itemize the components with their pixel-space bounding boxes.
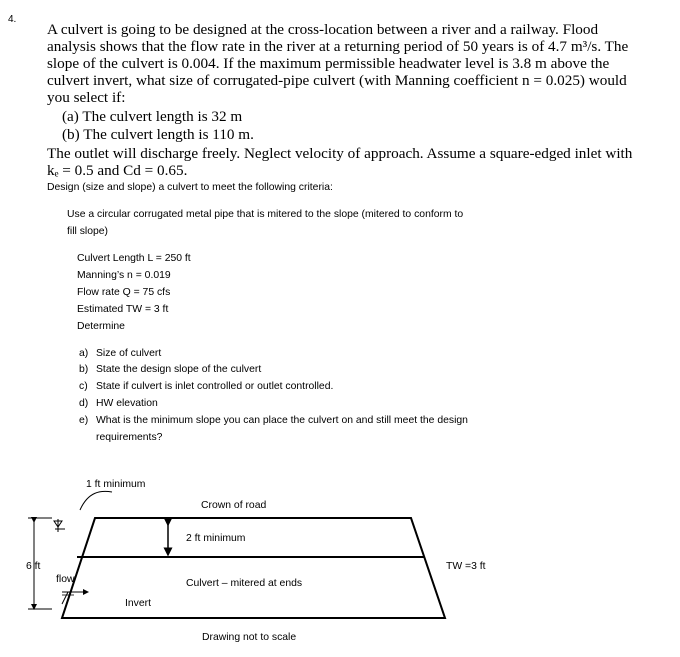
task-text-d: HW elevation xyxy=(96,398,158,409)
label-not-to-scale: Drawing not to scale xyxy=(202,632,297,643)
problem-line-1: A culvert is going to be designed at the cross-location between a river and a railway. Flood xyxy=(47,21,599,38)
problem-line-3: slope of the culvert is 0.004. If the maximum permissible headwater level is 3.8 m above the xyxy=(47,55,610,72)
task-letter-a: a) xyxy=(79,348,89,359)
embankment-outline xyxy=(62,518,445,618)
task-text-a: Size of culvert xyxy=(96,348,162,359)
param-determine: Determine xyxy=(77,321,125,332)
problem-line-2: analysis shows that the flow rate in the river at a returning period of 50 years is of 4.7 m³/s. The xyxy=(47,38,629,55)
label-six-ft: 6 ft xyxy=(26,561,41,572)
param-length: Culvert Length L = 250 ft xyxy=(77,253,191,264)
task-text-b: State the design slope of the culvert xyxy=(96,364,262,375)
headwater-symbol-icon xyxy=(54,519,65,532)
label-two-ft-minimum: 2 ft minimum xyxy=(186,533,246,544)
param-tw: Estimated TW = 3 ft xyxy=(77,304,169,315)
design-heading: Design (size and slope) a culvert to meet the following criteria: xyxy=(47,182,333,193)
task-letter-c: c) xyxy=(79,381,88,392)
problem-line-5: you select if: xyxy=(47,89,126,106)
problem-line-4: culvert invert, what size of corrugated-pipe culvert (with Manning coefficient n = 0.025) would xyxy=(47,72,627,89)
label-culvert-mitered: Culvert – mitered at ends xyxy=(186,578,303,589)
problem-coefficients: kₑ = 0.5 and Cd = 0.65. xyxy=(47,162,188,179)
design-instruction-1: Use a circular corrugated metal pipe that is mitered to the slope (mitered to conform to xyxy=(67,209,464,220)
task-text-e: What is the minimum slope you can place the culvert on and still meet the design xyxy=(96,415,468,426)
task-text-e-cont: requirements? xyxy=(96,432,163,443)
param-flow: Flow rate Q = 75 cfs xyxy=(77,287,171,298)
task-letter-b: b) xyxy=(79,364,89,375)
problem-closing: The outlet will discharge freely. Neglect velocity of approach. Assume a square-edged inlet with xyxy=(47,145,633,162)
problem-part-a: (a) The culvert length is 32 m xyxy=(62,108,243,125)
task-text-c: State if culvert is inlet controlled or outlet controlled. xyxy=(96,381,334,392)
problem-part-b: (b) The culvert length is 110 m. xyxy=(62,126,254,143)
task-letter-d: d) xyxy=(79,398,89,409)
label-invert: Invert xyxy=(125,598,151,609)
label-tailwater: TW =3 ft xyxy=(446,561,486,572)
question-number: 4. xyxy=(8,14,17,25)
label-one-ft-minimum: 1 ft minimum xyxy=(86,479,146,490)
label-crown-of-road: Crown of road xyxy=(201,500,267,511)
label-flow: flow xyxy=(56,574,75,585)
task-letter-e: e) xyxy=(79,415,89,426)
flow-arrow-icon xyxy=(62,592,86,604)
design-instruction-2: fill slope) xyxy=(67,226,108,237)
one-ft-leader xyxy=(80,491,112,510)
param-manning: Manning’s n = 0.019 xyxy=(77,270,171,281)
